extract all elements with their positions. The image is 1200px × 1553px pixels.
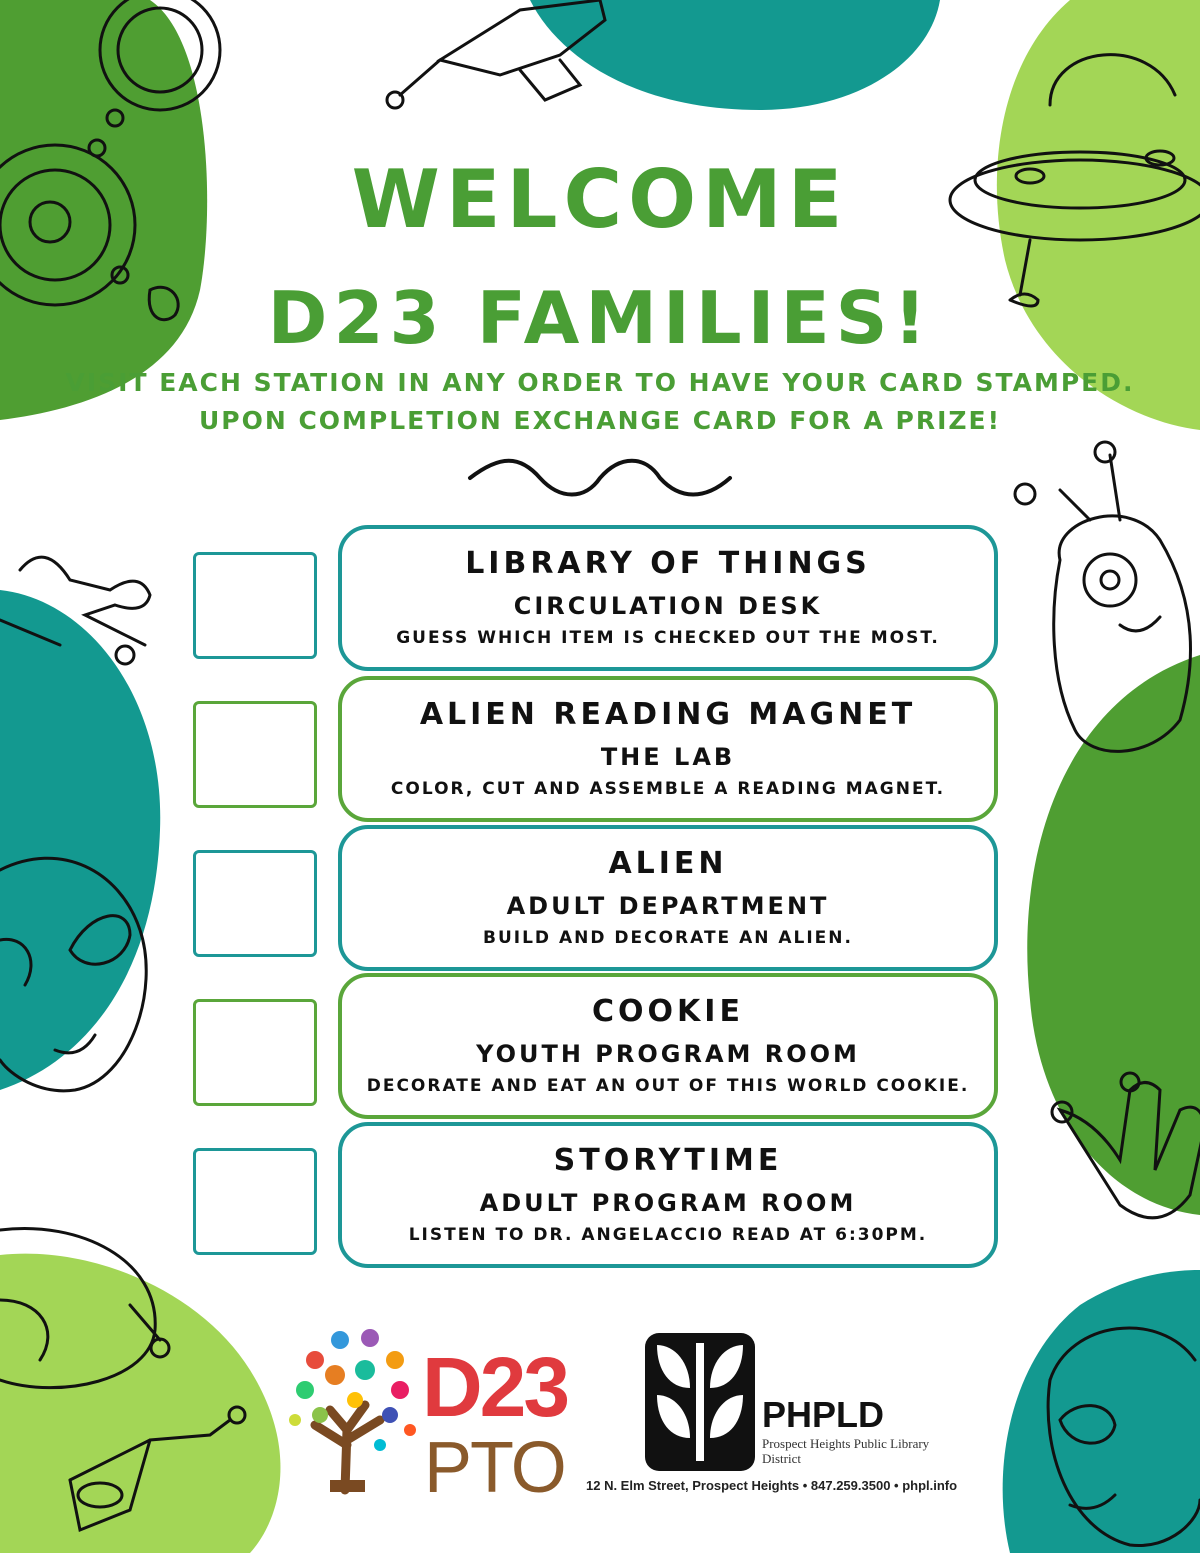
station-name: STORYTIME [553, 1143, 783, 1178]
station-location: THE LAB [600, 743, 736, 771]
station-card-2 [338, 676, 998, 822]
library-short-name: PHPLD [762, 1394, 885, 1435]
station-name: ALIEN READING MAGNET [419, 697, 917, 732]
stamp-box-5[interactable] [193, 1148, 317, 1255]
station-description: DECORATE AND EAT AN OUT OF THIS WORLD COOKIE. [366, 1076, 970, 1096]
station-card-4 [338, 973, 998, 1119]
phpld-logo-icon [645, 1333, 755, 1471]
station-description: GUESS WHICH ITEM IS CHECKED OUT THE MOST. [396, 628, 940, 648]
station-location: ADULT DEPARTMENT [506, 892, 830, 920]
instructions-line-1: VISIT EACH STATION IN ANY ORDER TO HAVE YOUR CARD STAMPED. [65, 368, 1135, 397]
station-description: COLOR, CUT AND ASSEMBLE A READING MAGNET. [390, 779, 946, 799]
station-card-3 [338, 825, 998, 971]
station-location: YOUTH PROGRAM ROOM [476, 1040, 860, 1068]
pto-logo-pto: PTO [424, 1428, 565, 1508]
page-title-families: D23 FAMILIES! [267, 276, 933, 360]
page-title-welcome: WELCOME [351, 153, 849, 246]
library-address: 12 N. Elm Street, Prospect Heights • 847.259.3500 • phpl.info [586, 1478, 958, 1493]
station-description: LISTEN TO DR. ANGELACCIO READ AT 6:30PM. [408, 1225, 928, 1245]
pto-tree-logo-icon [285, 1320, 425, 1495]
stamp-box-3[interactable] [193, 850, 317, 957]
blob-bottom-right-teal [1003, 1270, 1200, 1553]
blob-left-teal [0, 590, 160, 1090]
station-name: COOKIE [592, 994, 744, 1029]
station-name: LIBRARY OF THINGS [465, 546, 871, 581]
station-location: CIRCULATION DESK [513, 592, 823, 620]
stamp-box-4[interactable] [193, 999, 317, 1106]
pto-logo-d23: D23 [422, 1340, 568, 1434]
library-full-name: Prospect Heights Public Library District [762, 1436, 930, 1466]
station-description: BUILD AND DECORATE AN ALIEN. [483, 928, 853, 948]
blob-bottom-left-green [0, 1254, 280, 1553]
station-card-1 [338, 525, 998, 671]
stamp-box-1[interactable] [193, 552, 317, 659]
blob-right-green [1027, 655, 1200, 1215]
stamp-box-2[interactable] [193, 701, 317, 808]
instructions-line-2: UPON COMPLETION EXCHANGE CARD FOR A PRIZE! [198, 406, 1002, 435]
station-location: ADULT PROGRAM ROOM [479, 1189, 857, 1217]
station-name: ALIEN [608, 846, 728, 881]
blob-top-center-teal [530, 0, 940, 110]
station-card-5 [338, 1122, 998, 1268]
